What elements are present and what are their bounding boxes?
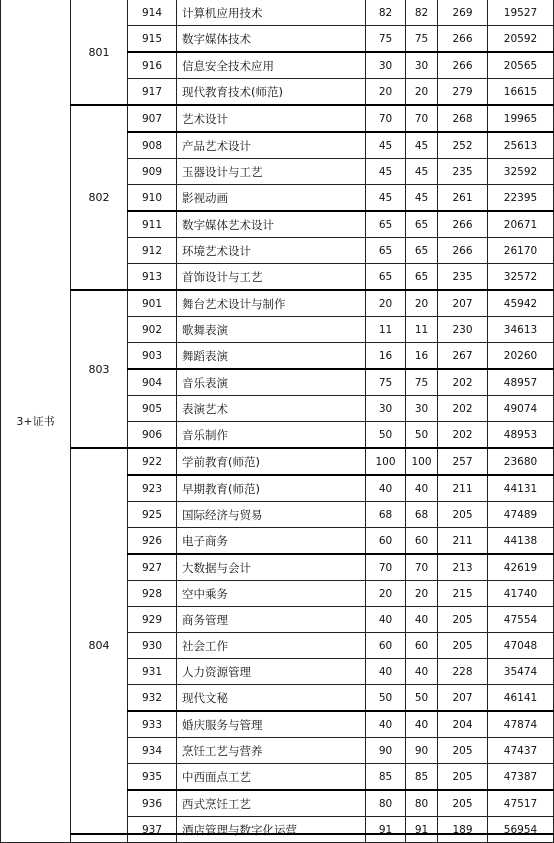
- min-rank-cell: 20671: [488, 211, 554, 238]
- min-score-cell: 279: [438, 79, 488, 106]
- major-name-cell: 数字媒体艺术设计: [177, 211, 366, 238]
- min-rank-cell: 46141: [488, 685, 554, 712]
- plan-count-cell: 30: [366, 52, 406, 79]
- min-rank-cell: 48953: [488, 422, 554, 449]
- major-code-cell: 934: [128, 738, 177, 764]
- min-score-cell: 202: [438, 369, 488, 396]
- min-rank-cell: 47489: [488, 502, 554, 528]
- min-rank-cell: 25613: [488, 132, 554, 159]
- major-name-cell: 人力资源管理: [177, 659, 366, 685]
- major-code-cell: 922: [128, 448, 177, 475]
- plan-count-cell: 20: [366, 79, 406, 106]
- min-score-cell: 269: [438, 0, 488, 26]
- major-code-cell: 933: [128, 711, 177, 738]
- admitted-count-cell: 85: [406, 764, 438, 791]
- min-rank-cell: 47048: [488, 633, 554, 659]
- major-name-cell: 早期教育(师范): [177, 475, 366, 502]
- admitted-count-cell: 40: [406, 607, 438, 633]
- plan-count-cell: 90: [366, 738, 406, 764]
- admitted-count-cell: 75: [406, 26, 438, 53]
- major-name-cell: 社会工作: [177, 633, 366, 659]
- min-rank-cell: 47437: [488, 738, 554, 764]
- major-code-cell: 909: [128, 159, 177, 185]
- plan-count-cell: 70: [366, 554, 406, 581]
- major-code-cell: 925: [128, 502, 177, 528]
- major-name-cell: 信息安全技术应用: [177, 52, 366, 79]
- plan-count-cell: 68: [366, 502, 406, 528]
- plan-count-cell: 85: [366, 764, 406, 791]
- plan-count-cell: 75: [366, 26, 406, 53]
- major-code-cell: 905: [128, 396, 177, 422]
- plan-count-cell: 75: [366, 369, 406, 396]
- major-name-cell: 计算机应用技术: [177, 0, 366, 26]
- plan-count-cell: 82: [366, 0, 406, 26]
- min-rank-cell: 20260: [488, 343, 554, 370]
- plan-count-cell: 50: [366, 685, 406, 712]
- min-score-cell: 211: [438, 475, 488, 502]
- admitted-count-cell: 45: [406, 132, 438, 159]
- min-score-cell: 207: [438, 290, 488, 317]
- min-rank-cell: 26170: [488, 238, 554, 264]
- major-code-cell: 913: [128, 264, 177, 291]
- min-rank-cell: 44131: [488, 475, 554, 502]
- major-code-cell: 916: [128, 52, 177, 79]
- admitted-count-cell: 45: [406, 185, 438, 212]
- admitted-count-cell: 11: [406, 317, 438, 343]
- admitted-count-cell: 40: [406, 711, 438, 738]
- min-rank-cell: 44138: [488, 528, 554, 555]
- min-rank-cell: 32572: [488, 264, 554, 291]
- major-name-cell: 空中乘务: [177, 581, 366, 607]
- major-name-cell: 玉器设计与工艺: [177, 159, 366, 185]
- min-rank-cell: 20565: [488, 52, 554, 79]
- group-code-cell: 803: [71, 290, 128, 448]
- major-name-cell: 现代教育技术(师范): [177, 79, 366, 106]
- min-score-cell: 266: [438, 238, 488, 264]
- plan-count-cell: 40: [366, 659, 406, 685]
- min-score-cell: 268: [438, 105, 488, 132]
- table-row: [1, 290, 554, 317]
- admitted-count-cell: 65: [406, 238, 438, 264]
- min-rank-cell: 45942: [488, 290, 554, 317]
- admitted-count-cell: 60: [406, 528, 438, 555]
- major-name-cell: 表演艺术: [177, 396, 366, 422]
- plan-count-cell: 16: [366, 343, 406, 370]
- admitted-count-cell: 80: [406, 790, 438, 817]
- min-score-cell: 213: [438, 554, 488, 581]
- plan-count-cell: 100: [366, 448, 406, 475]
- min-score-cell: 261: [438, 185, 488, 212]
- min-score-cell: 235: [438, 159, 488, 185]
- major-code-cell: 901: [128, 290, 177, 317]
- table-row: [1, 0, 554, 26]
- major-code-cell: 930: [128, 633, 177, 659]
- admitted-count-cell: 68: [406, 502, 438, 528]
- major-name-cell: 产品艺术设计: [177, 132, 366, 159]
- min-rank-cell: 23680: [488, 448, 554, 475]
- major-name-cell: 西式烹饪工艺: [177, 790, 366, 817]
- major-name-cell: 婚庆服务与管理: [177, 711, 366, 738]
- major-code-cell: 908: [128, 132, 177, 159]
- major-name-cell: 商务管理: [177, 607, 366, 633]
- major-code-cell: 917: [128, 79, 177, 106]
- major-code-cell: 936: [128, 790, 177, 817]
- category-cell: 3+证书: [1, 0, 71, 843]
- admitted-count-cell: 65: [406, 264, 438, 291]
- major-name-cell: 酒店管理与数字化运营: [177, 817, 366, 843]
- plan-count-cell: 20: [366, 581, 406, 607]
- plan-count-cell: 11: [366, 317, 406, 343]
- table-row: [1, 105, 554, 132]
- major-code-cell: 911: [128, 211, 177, 238]
- group-code-cell: 804: [71, 448, 128, 843]
- major-code-cell: 915: [128, 26, 177, 53]
- major-name-cell: 音乐制作: [177, 422, 366, 449]
- group-code-cell: 801: [71, 0, 128, 105]
- table-row: [1, 448, 554, 475]
- major-name-cell: 舞台艺术设计与制作: [177, 290, 366, 317]
- table-continuation-border: [70, 833, 553, 841]
- admitted-count-cell: 16: [406, 343, 438, 370]
- admitted-count-cell: 40: [406, 475, 438, 502]
- major-name-cell: 中西面点工艺: [177, 764, 366, 791]
- plan-count-cell: 40: [366, 711, 406, 738]
- min-rank-cell: 48957: [488, 369, 554, 396]
- min-score-cell: 204: [438, 711, 488, 738]
- major-name-cell: 影视动画: [177, 185, 366, 212]
- major-name-cell: 舞蹈表演: [177, 343, 366, 370]
- plan-count-cell: 60: [366, 633, 406, 659]
- min-score-cell: 202: [438, 422, 488, 449]
- min-rank-cell: 47874: [488, 711, 554, 738]
- major-code-cell: 927: [128, 554, 177, 581]
- min-score-cell: 205: [438, 738, 488, 764]
- admitted-count-cell: 91: [406, 817, 438, 843]
- min-score-cell: 215: [438, 581, 488, 607]
- major-code-cell: 903: [128, 343, 177, 370]
- plan-count-cell: 45: [366, 132, 406, 159]
- major-name-cell: 音乐表演: [177, 369, 366, 396]
- plan-count-cell: 91: [366, 817, 406, 843]
- plan-count-cell: 60: [366, 528, 406, 555]
- min-score-cell: 205: [438, 633, 488, 659]
- admitted-count-cell: 90: [406, 738, 438, 764]
- plan-count-cell: 70: [366, 105, 406, 132]
- plan-count-cell: 40: [366, 475, 406, 502]
- min-score-cell: 252: [438, 132, 488, 159]
- admitted-count-cell: 30: [406, 396, 438, 422]
- plan-count-cell: 40: [366, 607, 406, 633]
- min-score-cell: 205: [438, 790, 488, 817]
- plan-count-cell: 65: [366, 264, 406, 291]
- major-code-cell: 902: [128, 317, 177, 343]
- major-code-cell: 923: [128, 475, 177, 502]
- min-score-cell: 228: [438, 659, 488, 685]
- min-score-cell: 205: [438, 502, 488, 528]
- plan-count-cell: 20: [366, 290, 406, 317]
- min-score-cell: 211: [438, 528, 488, 555]
- major-code-cell: 910: [128, 185, 177, 212]
- major-code-cell: 904: [128, 369, 177, 396]
- min-rank-cell: 20592: [488, 26, 554, 53]
- plan-count-cell: 65: [366, 211, 406, 238]
- plan-count-cell: 50: [366, 422, 406, 449]
- min-rank-cell: 42619: [488, 554, 554, 581]
- min-rank-cell: 32592: [488, 159, 554, 185]
- major-name-cell: 学前教育(师范): [177, 448, 366, 475]
- admitted-count-cell: 65: [406, 211, 438, 238]
- admitted-count-cell: 20: [406, 581, 438, 607]
- min-score-cell: 230: [438, 317, 488, 343]
- plan-count-cell: 65: [366, 238, 406, 264]
- min-rank-cell: 34613: [488, 317, 554, 343]
- admitted-count-cell: 70: [406, 105, 438, 132]
- admitted-count-cell: 20: [406, 79, 438, 106]
- min-rank-cell: 47387: [488, 764, 554, 791]
- min-score-cell: 207: [438, 685, 488, 712]
- major-name-cell: 烹饪工艺与营养: [177, 738, 366, 764]
- major-code-cell: 907: [128, 105, 177, 132]
- min-rank-cell: 47517: [488, 790, 554, 817]
- plan-count-cell: 45: [366, 185, 406, 212]
- min-score-cell: 257: [438, 448, 488, 475]
- min-score-cell: 266: [438, 211, 488, 238]
- admitted-count-cell: 20: [406, 290, 438, 317]
- admitted-count-cell: 50: [406, 685, 438, 712]
- admitted-count-cell: 100: [406, 448, 438, 475]
- plan-count-cell: 30: [366, 396, 406, 422]
- admitted-count-cell: 50: [406, 422, 438, 449]
- min-rank-cell: 16615: [488, 79, 554, 106]
- min-score-cell: 267: [438, 343, 488, 370]
- admitted-count-cell: 30: [406, 52, 438, 79]
- major-code-cell: 906: [128, 422, 177, 449]
- major-code-cell: 937: [128, 817, 177, 843]
- table-body: [1, 0, 554, 843]
- major-code-cell: 926: [128, 528, 177, 555]
- major-name-cell: 电子商务: [177, 528, 366, 555]
- major-name-cell: 环境艺术设计: [177, 238, 366, 264]
- admitted-count-cell: 75: [406, 369, 438, 396]
- admitted-count-cell: 70: [406, 554, 438, 581]
- major-code-cell: 931: [128, 659, 177, 685]
- min-score-cell: 202: [438, 396, 488, 422]
- min-score-cell: 205: [438, 607, 488, 633]
- min-score-cell: 266: [438, 52, 488, 79]
- min-rank-cell: 35474: [488, 659, 554, 685]
- plan-count-cell: 45: [366, 159, 406, 185]
- admitted-count-cell: 45: [406, 159, 438, 185]
- major-code-cell: 932: [128, 685, 177, 712]
- major-name-cell: 歌舞表演: [177, 317, 366, 343]
- major-name-cell: 艺术设计: [177, 105, 366, 132]
- major-name-cell: 国际经济与贸易: [177, 502, 366, 528]
- min-rank-cell: 19527: [488, 0, 554, 26]
- admitted-count-cell: 60: [406, 633, 438, 659]
- major-code-cell: 935: [128, 764, 177, 791]
- min-rank-cell: 22395: [488, 185, 554, 212]
- min-score-cell: 189: [438, 817, 488, 843]
- min-score-cell: 235: [438, 264, 488, 291]
- admitted-count-cell: 82: [406, 0, 438, 26]
- min-rank-cell: 19965: [488, 105, 554, 132]
- plan-count-cell: 80: [366, 790, 406, 817]
- min-rank-cell: 41740: [488, 581, 554, 607]
- major-name-cell: 现代文秘: [177, 685, 366, 712]
- major-code-cell: 912: [128, 238, 177, 264]
- major-name-cell: 首饰设计与工艺: [177, 264, 366, 291]
- major-code-cell: 914: [128, 0, 177, 26]
- major-name-cell: 大数据与会计: [177, 554, 366, 581]
- min-rank-cell: 56954: [488, 817, 554, 843]
- major-code-cell: 928: [128, 581, 177, 607]
- min-score-cell: 205: [438, 764, 488, 791]
- group-code-cell: 802: [71, 105, 128, 290]
- major-code-cell: 929: [128, 607, 177, 633]
- min-rank-cell: 47554: [488, 607, 554, 633]
- min-rank-cell: 49074: [488, 396, 554, 422]
- major-name-cell: 数字媒体技术: [177, 26, 366, 53]
- admitted-count-cell: 40: [406, 659, 438, 685]
- min-score-cell: 266: [438, 26, 488, 53]
